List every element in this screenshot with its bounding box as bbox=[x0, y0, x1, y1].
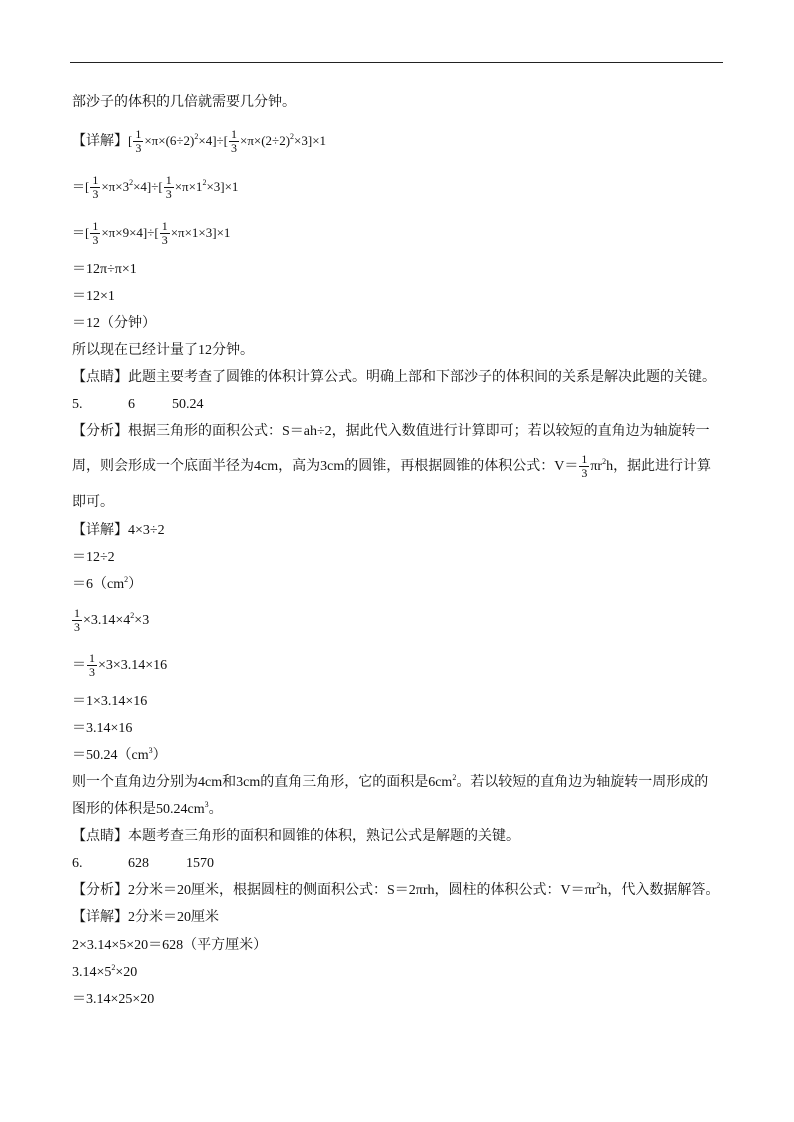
text-line bbox=[72, 521, 165, 541]
line-text: ＝1×3.14×16 bbox=[72, 694, 148, 709]
line-text: ＝12×1 bbox=[72, 289, 115, 304]
line-text: ＝50.24（cm bbox=[72, 748, 149, 763]
exponent: 2 bbox=[290, 132, 295, 141]
question-answer-line bbox=[72, 395, 272, 415]
exponent: 2 bbox=[130, 611, 135, 620]
text-line bbox=[72, 800, 223, 820]
fraction bbox=[90, 174, 100, 201]
text-line bbox=[72, 881, 719, 901]
math-text: ×π×1 bbox=[174, 179, 203, 194]
text-line bbox=[72, 548, 115, 568]
math-text: πr bbox=[590, 459, 603, 474]
math-text: [ bbox=[128, 133, 133, 148]
fraction-numerator: 1 bbox=[165, 173, 172, 188]
exponent: 2 bbox=[194, 132, 199, 141]
formula-line bbox=[72, 606, 149, 636]
math-text: ×4]÷[ bbox=[133, 179, 163, 194]
text-line bbox=[72, 827, 520, 847]
fraction-denominator: 3 bbox=[581, 466, 588, 481]
fraction bbox=[579, 453, 589, 480]
fraction-denominator: 3 bbox=[74, 620, 80, 635]
fraction-numerator: 1 bbox=[74, 606, 80, 621]
fraction-denominator: 3 bbox=[165, 187, 172, 202]
formula-line bbox=[72, 651, 167, 681]
line-text: ＝6（cm bbox=[72, 577, 125, 592]
math-text: ×3]×1 bbox=[206, 179, 239, 194]
math-text: ×3]×1 bbox=[294, 133, 327, 148]
fraction-numerator: 1 bbox=[231, 127, 237, 142]
text-line bbox=[72, 493, 114, 513]
exponent: 2 bbox=[452, 773, 457, 782]
formula-line bbox=[72, 172, 238, 202]
line-text: ＝12（分钟） bbox=[72, 316, 156, 331]
math-text: ＝[ bbox=[72, 225, 90, 240]
line-text: h，据此进行计算 bbox=[606, 459, 712, 474]
text-line bbox=[72, 368, 716, 388]
math-text: ＝[ bbox=[72, 179, 90, 194]
line-text: ） bbox=[152, 748, 167, 763]
math-text: ×π×3 bbox=[101, 179, 130, 194]
line-text: ＝3.14×25×20 bbox=[72, 992, 155, 1007]
question-answer-line bbox=[72, 854, 272, 874]
text-line bbox=[72, 719, 132, 739]
line-text: 3.14×5 bbox=[72, 965, 112, 980]
answer-value: 1570 bbox=[186, 856, 214, 871]
line-text: ＝12π÷π×1 bbox=[72, 262, 137, 277]
text-line bbox=[72, 936, 267, 956]
text-line bbox=[72, 287, 115, 307]
line-text: 所以现在已经计量了12分钟。 bbox=[72, 343, 254, 358]
line-text: 周，则会形成一个底面半径为4cm，高为3cm的圆锥，再根据圆锥的体积公式：V＝ bbox=[72, 459, 579, 474]
answer-value: 50.24 bbox=[172, 397, 204, 412]
line-text: 【详解】4×3÷2 bbox=[72, 523, 165, 538]
line-text: h，代入数据解答。 bbox=[600, 883, 720, 898]
fraction-denominator: 3 bbox=[92, 233, 99, 248]
line-text: 部沙子的体积的几倍就需要几分钟。 bbox=[72, 95, 296, 110]
fraction-denominator: 3 bbox=[135, 141, 142, 156]
fraction bbox=[90, 220, 100, 247]
text-line bbox=[72, 908, 219, 928]
text-line bbox=[72, 341, 254, 361]
text-line bbox=[72, 422, 710, 442]
line-text: 【点睛】本题考查三角形的面积和圆锥的体积，熟记公式是解题的关键。 bbox=[72, 829, 520, 844]
exponent: 2 bbox=[129, 178, 134, 187]
math-text: ＝ bbox=[72, 658, 86, 673]
math-text: ×3.14×4 bbox=[83, 613, 131, 628]
answer-value: 628 bbox=[128, 856, 149, 871]
text-line bbox=[72, 990, 154, 1010]
fraction bbox=[72, 607, 82, 634]
line-text: 则一个直角边分别为4cm和3cm的直角三角形，它的面积是6cm bbox=[72, 775, 453, 790]
exponent: 2 bbox=[124, 575, 129, 584]
line-text: 即可。 bbox=[72, 495, 114, 510]
math-text: ×π×(6÷2) bbox=[144, 133, 195, 148]
exponent: 3 bbox=[204, 800, 209, 809]
line-text: 【分析】根据三角形的面积公式：S＝ah÷2，据此代入数值进行计算即可；若以较短的直角边为轴旋转一 bbox=[72, 424, 710, 439]
exponent: 3 bbox=[148, 746, 153, 755]
text-line bbox=[72, 314, 156, 334]
fraction bbox=[160, 220, 170, 247]
formula-line bbox=[72, 218, 230, 248]
text-line bbox=[72, 773, 708, 793]
math-text: ×π×(2÷2) bbox=[240, 133, 291, 148]
text-line bbox=[72, 692, 147, 712]
question-number: 5. bbox=[72, 397, 83, 412]
line-text: 【分析】2分米＝20厘米，根据圆柱的侧面积公式：S＝2πrh，圆柱的体积公式：V＝πr bbox=[72, 883, 597, 898]
formula-line bbox=[72, 452, 711, 482]
fraction-numerator: 1 bbox=[161, 219, 168, 234]
line-text: ） bbox=[128, 577, 143, 592]
fraction bbox=[133, 128, 143, 155]
line-text: ＝3.14×16 bbox=[72, 721, 133, 736]
question-number: 6. bbox=[72, 856, 83, 871]
formula-line bbox=[72, 126, 326, 156]
fraction-numerator: 1 bbox=[581, 452, 588, 467]
text-line bbox=[72, 93, 296, 113]
math-text: ×π×1×3]×1 bbox=[170, 225, 231, 240]
line-text: 2×3.14×5×20＝628（平方厘米） bbox=[72, 938, 268, 953]
text-line bbox=[72, 746, 167, 766]
exponent: 2 bbox=[202, 178, 207, 187]
fraction-denominator: 3 bbox=[161, 233, 168, 248]
exponent: 2 bbox=[111, 963, 116, 972]
fraction-numerator: 1 bbox=[92, 173, 99, 188]
text-line bbox=[72, 963, 137, 983]
math-text: ×4]÷[ bbox=[198, 133, 228, 148]
section-label: 【详解】 bbox=[72, 134, 128, 149]
exponent: 2 bbox=[596, 881, 601, 890]
math-text: ×π×9×4]÷[ bbox=[101, 225, 159, 240]
line-text: 。 bbox=[208, 802, 223, 817]
text-line bbox=[72, 575, 142, 595]
line-text: 【详解】2分米＝20厘米 bbox=[72, 910, 219, 925]
fraction bbox=[164, 174, 174, 201]
fraction-denominator: 3 bbox=[89, 665, 95, 680]
fraction-denominator: 3 bbox=[231, 141, 237, 156]
header-rule bbox=[70, 62, 723, 63]
fraction-numerator: 1 bbox=[135, 127, 142, 142]
math-text: ×3×3.14×16 bbox=[98, 658, 168, 673]
line-text: ＝12÷2 bbox=[72, 550, 115, 565]
line-text: 【点睛】此题主要考查了圆锥的体积计算公式。明确上部和下部沙子的体积间的关系是解决此题的关键。 bbox=[72, 370, 716, 385]
math-text: ×3 bbox=[134, 613, 150, 628]
exponent: 2 bbox=[602, 457, 607, 466]
fraction-numerator: 1 bbox=[89, 651, 95, 666]
fraction bbox=[87, 652, 97, 679]
fraction bbox=[229, 128, 239, 155]
text-line bbox=[72, 260, 137, 280]
fraction-numerator: 1 bbox=[92, 219, 99, 234]
line-text: ×20 bbox=[115, 965, 138, 980]
fraction-denominator: 3 bbox=[92, 187, 99, 202]
answer-value: 6 bbox=[128, 397, 135, 412]
line-text: 图形的体积是50.24cm bbox=[72, 802, 205, 817]
line-text: 。若以较短的直角边为轴旋转一周形成的 bbox=[456, 775, 709, 790]
